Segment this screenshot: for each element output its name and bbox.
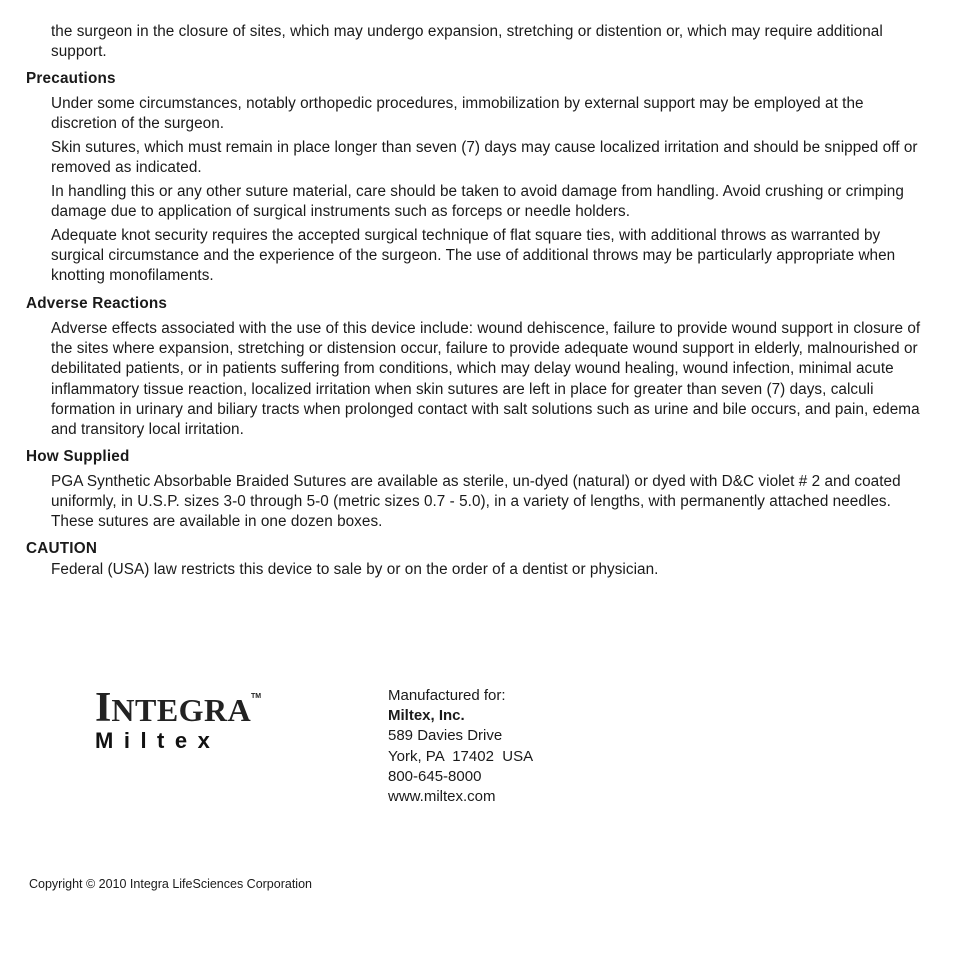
precautions-paragraph-4: Adequate knot security requires the accepted surgical technique of flat square ties, with additional throws as warranted by surgical circumstance and the experience of the surgeon. The use of additional throws may be particularly appropriate when knotting monofilaments.	[51, 227, 896, 285]
intro-continuation-text: the surgeon in the closure of sites, which may undergo expansion, stretching or distention or, which may require additional support.	[51, 23, 883, 61]
company-name: Miltex, Inc.	[388, 707, 465, 725]
street-address: 589 Davies Drive	[388, 727, 503, 745]
manufacturer-info	[388, 686, 533, 807]
integra-wordmark: INTEGRA TM	[95, 685, 262, 731]
how-supplied-heading: How Supplied	[26, 448, 130, 465]
phone-number: 800-645-8000	[388, 767, 482, 785]
website: www.miltex.com	[388, 788, 496, 806]
integra-miltex-logo	[95, 687, 275, 757]
miltex-wordmark: Miltex	[95, 728, 221, 753]
how-supplied-text: PGA Synthetic Absorbable Braided Sutures are available as sterile, un-dyed (natural) or dyed with D&C violet # 2 and coated uniformly, in U.S.P. sizes 3-0 through 5-0 (metric sizes 0.7 - 5.0), in a variety of lengths, with permanently attached needles. These sutures are available in one dozen boxes.	[51, 473, 901, 531]
trademark-symbol: TM	[251, 693, 262, 700]
manufactured-for-label: Manufactured for:	[388, 687, 506, 704]
precautions-paragraph-2: Skin sutures, which must remain in place longer than seven (7) days may cause localized irritation and should be snipped off or removed as indicated.	[51, 139, 918, 177]
city-state-zip: York, PA 17402 USA	[388, 747, 534, 765]
adverse-reactions-heading: Adverse Reactions	[26, 295, 168, 312]
adverse-reactions-text: Adverse effects associated with the use of this device include: wound dehiscence, failure to provide wound support in closure of the sites where expansion, stretching or distension occur, failure to provide adequate wound support in elderly, malnourished or debilitated patients, or in patients suffering from conditions, which may delay wound healing, wound infection, minimal acute inflammatory tissue reaction, localized irritation when skin sutures are left in place for greater than seven (7) days, calculi formation in urinary and biliary tracts when prolonged contact with salt solutions such as urine and bile occurs, and pain, edema and transitory local irritation.	[51, 320, 921, 439]
caution-text: Federal (USA) law restricts this device to sale by or on the order of a dentist or physician.	[51, 561, 659, 578]
precautions-paragraph-1: Under some circumstances, notably orthopedic procedures, immobilization by external support may be employed at the discretion of the surgeon.	[51, 95, 864, 133]
precautions-heading: Precautions	[26, 70, 116, 87]
precautions-paragraph-3: In handling this or any other suture material, care should be taken to avoid damage from handling. Avoid crushing or crimping damage due to application of surgical instruments such as forceps or needle holders.	[51, 183, 904, 221]
caution-heading: CAUTION	[26, 540, 98, 557]
copyright-notice: Copyright © 2010 Integra LifeSciences Corporation	[29, 877, 312, 891]
